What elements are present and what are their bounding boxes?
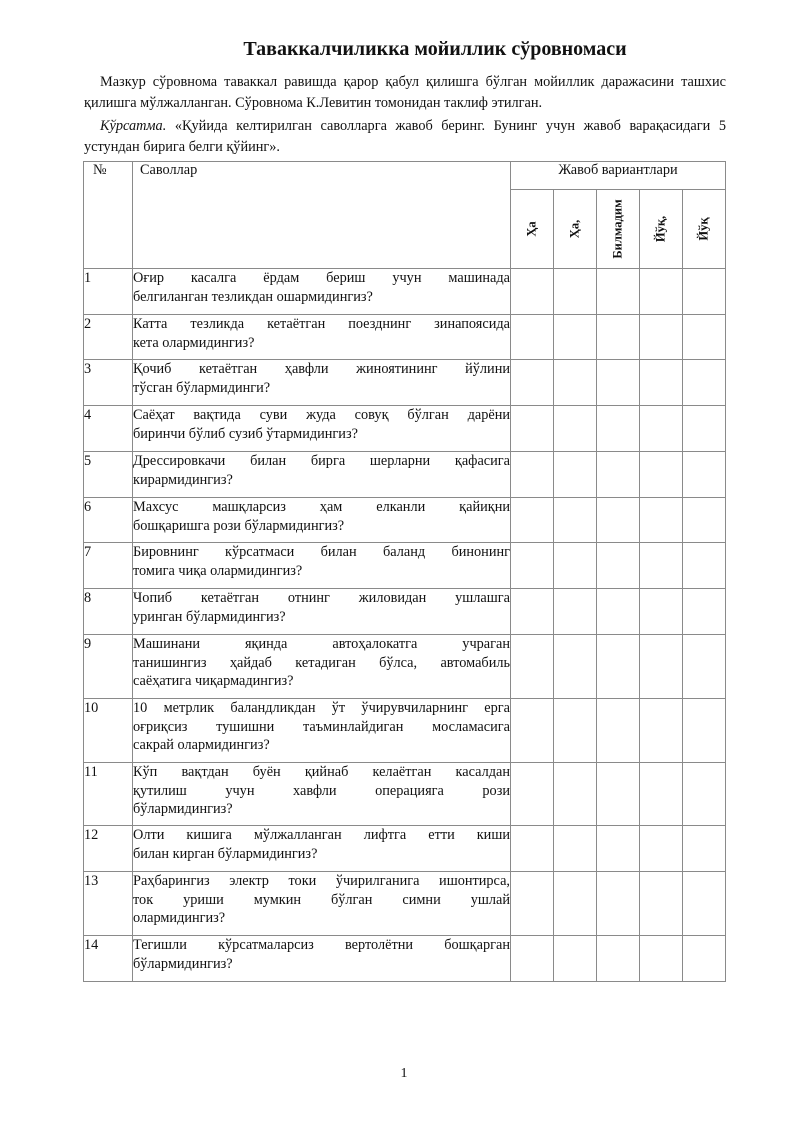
answer-cell-rather-yes[interactable] [554, 452, 597, 498]
question-text-line: билан кирган бўлармидингиз? [133, 845, 318, 862]
answer-cell-dont-know[interactable] [597, 699, 640, 763]
question-text-line: олармидингиз? [133, 910, 226, 926]
column-header-questions: Саволлар [133, 162, 511, 269]
option-header-rather-yes: Ҳа, [554, 190, 597, 269]
answer-cell-no[interactable] [683, 589, 726, 635]
answer-cell-dont-know[interactable] [597, 315, 640, 360]
answer-cell-rather-yes[interactable] [554, 360, 597, 406]
question-text [133, 936, 511, 982]
question-row [84, 826, 726, 872]
question-text [133, 635, 511, 699]
answer-cell-yes[interactable] [511, 269, 554, 315]
answer-cell-rather-yes[interactable] [554, 315, 597, 360]
question-text [133, 498, 511, 543]
question-text-line: кирармидингиз? [133, 471, 233, 488]
question-text-line: Қочиб кетаётган ҳавфли жиноятининг йўлини [133, 361, 510, 377]
answer-cell-rather-no[interactable] [640, 826, 683, 872]
answer-cell-dont-know[interactable] [597, 589, 640, 635]
question-text-line: Бировнинг кўрсатмаси билан баланд бинонинг [133, 544, 510, 560]
question-text-line: ток уриши мумкин бўлган симни ушлай [133, 891, 510, 908]
instruction-paragraph [84, 116, 726, 158]
answer-cell-dont-know[interactable] [597, 498, 640, 543]
answer-cell-rather-no[interactable] [640, 315, 683, 360]
question-row [84, 498, 726, 543]
answer-cell-dont-know[interactable] [597, 826, 640, 872]
option-header-dont-know: Билмадим [597, 190, 640, 269]
answer-cell-rather-yes[interactable] [554, 699, 597, 763]
question-number: 1 [84, 269, 133, 315]
answer-cell-dont-know[interactable] [597, 543, 640, 589]
question-text-line: Тегишли кўрсатмаларсиз вертолётни бошқарган [133, 937, 510, 953]
question-text [133, 406, 511, 452]
answer-cell-no[interactable] [683, 635, 726, 699]
answer-cell-no[interactable] [683, 763, 726, 826]
question-number: 9 [84, 635, 133, 699]
answer-cell-rather-no[interactable] [640, 872, 683, 936]
answer-cell-rather-yes[interactable] [554, 406, 597, 452]
question-text-line: томига чиқа олармидингиз? [133, 562, 303, 579]
intro-paragraph: Мазкур сўровнома таваккал равишда қарор қабул қилишга бўлган мойиллик даражасини ташхис қилишга мўлжалланган. Сўровнома К.Левитин томонидан таклиф этилган. [84, 74, 726, 111]
question-text-line: Чопиб кетаётган отнинг жиловидан ушлашга [133, 590, 510, 606]
answer-cell-dont-know[interactable] [597, 406, 640, 452]
question-text-line: Оғир касалга ёрдам бериш учун машинада [133, 270, 510, 286]
answer-cell-no[interactable] [683, 699, 726, 763]
answer-cell-rather-no[interactable] [640, 936, 683, 982]
answer-cell-dont-know[interactable] [597, 635, 640, 699]
question-text-line: танишингиз ҳайдаб кетадиган бўлса, автомабиль [133, 654, 510, 671]
question-text-line: тўсган бўлармидинги? [133, 379, 271, 396]
question-number: 7 [84, 543, 133, 589]
question-text-line: саёҳатига чиқармадингиз? [133, 673, 294, 689]
answer-cell-no[interactable] [683, 315, 726, 360]
answer-cell-yes[interactable] [511, 872, 554, 936]
question-text-line: Кўп вақтдан буён қийнаб келаётган касалдан [133, 764, 510, 780]
question-text-line: Дрессировкачи билан бирга шерларни қафасига [133, 453, 510, 469]
question-text [133, 872, 511, 936]
answer-cell-no[interactable] [683, 452, 726, 498]
answer-cell-yes[interactable] [511, 360, 554, 406]
question-text [133, 589, 511, 635]
question-text-line: Машинани яқинда автоҳалокатга учраган [133, 636, 510, 652]
question-text [133, 826, 511, 872]
answer-cell-yes[interactable] [511, 699, 554, 763]
instruction-label: Кўрсатма. [100, 118, 167, 134]
answer-cell-rather-no[interactable] [640, 763, 683, 826]
page-number: 1 [400, 1066, 408, 1081]
question-number: 10 [84, 699, 133, 763]
question-number: 6 [84, 498, 133, 543]
answer-cell-rather-yes[interactable] [554, 936, 597, 982]
answer-cell-yes[interactable] [511, 763, 554, 826]
question-text-line: Раҳбарингиз электр токи ўчирилганига ишонтирса, [133, 873, 510, 889]
answer-cell-dont-know[interactable] [597, 763, 640, 826]
question-text-line: уринган бўлармидингиз? [133, 608, 286, 625]
answer-cell-rather-yes[interactable] [554, 498, 597, 543]
question-row [84, 872, 726, 936]
question-text-line: кета олармидингиз? [133, 334, 255, 351]
answer-cell-dont-know[interactable] [597, 936, 640, 982]
answer-cell-yes[interactable] [511, 936, 554, 982]
answer-cell-no[interactable] [683, 543, 726, 589]
answer-cell-rather-yes[interactable] [554, 589, 597, 635]
question-text [133, 269, 511, 315]
answer-cell-yes[interactable] [511, 452, 554, 498]
question-text [133, 699, 511, 763]
answer-cell-rather-yes[interactable] [554, 543, 597, 589]
answer-cell-rather-no[interactable] [640, 543, 683, 589]
answer-cell-rather-no[interactable] [640, 498, 683, 543]
question-text-line: белгиланган тезликдан ошармидингиз? [133, 288, 373, 305]
document-title: Таваккалчиликка мойиллик сўровномаси [243, 38, 627, 60]
answer-cell-rather-yes[interactable] [554, 269, 597, 315]
answer-cell-no[interactable] [683, 498, 726, 543]
answer-cell-rather-no[interactable] [640, 589, 683, 635]
answer-cell-rather-no[interactable] [640, 699, 683, 763]
question-text-line: қутилиш учун хавфли операцияга рози [133, 782, 510, 799]
question-text-line: Олти кишига мўлжалланган лифтга етти киши [133, 827, 510, 843]
question-text-line: бошқаришга рози бўлармидингиз? [133, 517, 345, 534]
answer-cell-no[interactable] [683, 360, 726, 406]
answer-cell-dont-know[interactable] [597, 872, 640, 936]
answer-cell-rather-yes[interactable] [554, 872, 597, 936]
answer-cell-rather-no[interactable] [640, 269, 683, 315]
question-number: 14 [84, 936, 133, 982]
question-number: 5 [84, 452, 133, 498]
answer-cell-rather-no[interactable] [640, 452, 683, 498]
answer-cell-rather-no[interactable] [640, 406, 683, 452]
question-row [84, 635, 726, 699]
answer-cell-yes[interactable] [511, 635, 554, 699]
question-text-line: бўлармидингиз? [133, 801, 233, 817]
option-header-rather-no: Йўқ, [640, 190, 683, 269]
question-row [84, 936, 726, 982]
column-header-number: № [84, 162, 133, 269]
question-text [133, 315, 511, 360]
answer-cell-rather-yes[interactable] [554, 763, 597, 826]
answer-cell-yes[interactable] [511, 315, 554, 360]
answer-cell-no[interactable] [683, 936, 726, 982]
answer-cell-yes[interactable] [511, 406, 554, 452]
question-row [84, 543, 726, 589]
question-number: 4 [84, 406, 133, 452]
question-text-line: сакрай олармидингиз? [133, 737, 270, 753]
question-text-line: Катта тезликда кетаётган поезднинг зинапоясида [133, 316, 510, 332]
answer-cell-no[interactable] [683, 406, 726, 452]
answer-cell-dont-know[interactable] [597, 360, 640, 406]
option-header-no: Йўқ [683, 190, 726, 269]
answer-cell-dont-know[interactable] [597, 452, 640, 498]
question-text [133, 543, 511, 589]
question-text [133, 452, 511, 498]
question-row [84, 406, 726, 452]
answer-cell-rather-no[interactable] [640, 360, 683, 406]
question-text-line: оғриқсиз тушишни таъминлайдиган мосламасига [133, 718, 510, 735]
instruction-text: «Қуйида келтирилган саволларга жавоб беринг. Бунинг учун жавоб варақасидаги 5 устундан бирига белги қўйинг». [84, 118, 726, 155]
question-row [84, 699, 726, 763]
question-row [84, 452, 726, 498]
question-number: 12 [84, 826, 133, 872]
answer-cell-rather-yes[interactable] [554, 826, 597, 872]
questions-body [84, 269, 726, 982]
answer-cell-rather-yes[interactable] [554, 635, 597, 699]
answer-cell-no[interactable] [683, 269, 726, 315]
question-text-line: биринчи бўлиб сузиб ўтармидингиз? [133, 425, 358, 442]
question-number: 11 [84, 763, 133, 826]
question-number: 13 [84, 872, 133, 936]
answer-cell-dont-know[interactable] [597, 269, 640, 315]
answer-cell-rather-no[interactable] [640, 635, 683, 699]
question-number: 2 [84, 315, 133, 360]
question-text-line: Саёҳат вақтида суви жуда совуқ бўлган дарёни [133, 407, 510, 423]
question-text-line: Махсус машқларсиз ҳам елканли қайиқни [133, 499, 510, 515]
answer-cell-yes[interactable] [511, 589, 554, 635]
question-row [84, 360, 726, 406]
question-number: 8 [84, 589, 133, 635]
question-row [84, 763, 726, 826]
question-text [133, 763, 511, 826]
question-text-line: бўлармидингиз? [133, 955, 233, 972]
question-text [133, 360, 511, 406]
answer-cell-yes[interactable] [511, 498, 554, 543]
question-row [84, 269, 726, 315]
question-row [84, 589, 726, 635]
column-header-answer-options: Жавоб вариантлари [511, 162, 726, 190]
question-number: 3 [84, 360, 133, 406]
option-header-yes: Ҳа [511, 190, 554, 269]
answer-cell-yes[interactable] [511, 543, 554, 589]
answer-cell-no[interactable] [683, 826, 726, 872]
question-text-line: 10 метрлик баландликдан ўт ўчирувчиларнинг ерга [133, 700, 510, 716]
answer-cell-no[interactable] [683, 872, 726, 936]
question-row [84, 315, 726, 360]
answer-cell-yes[interactable] [511, 826, 554, 872]
questionnaire-table [83, 161, 726, 982]
